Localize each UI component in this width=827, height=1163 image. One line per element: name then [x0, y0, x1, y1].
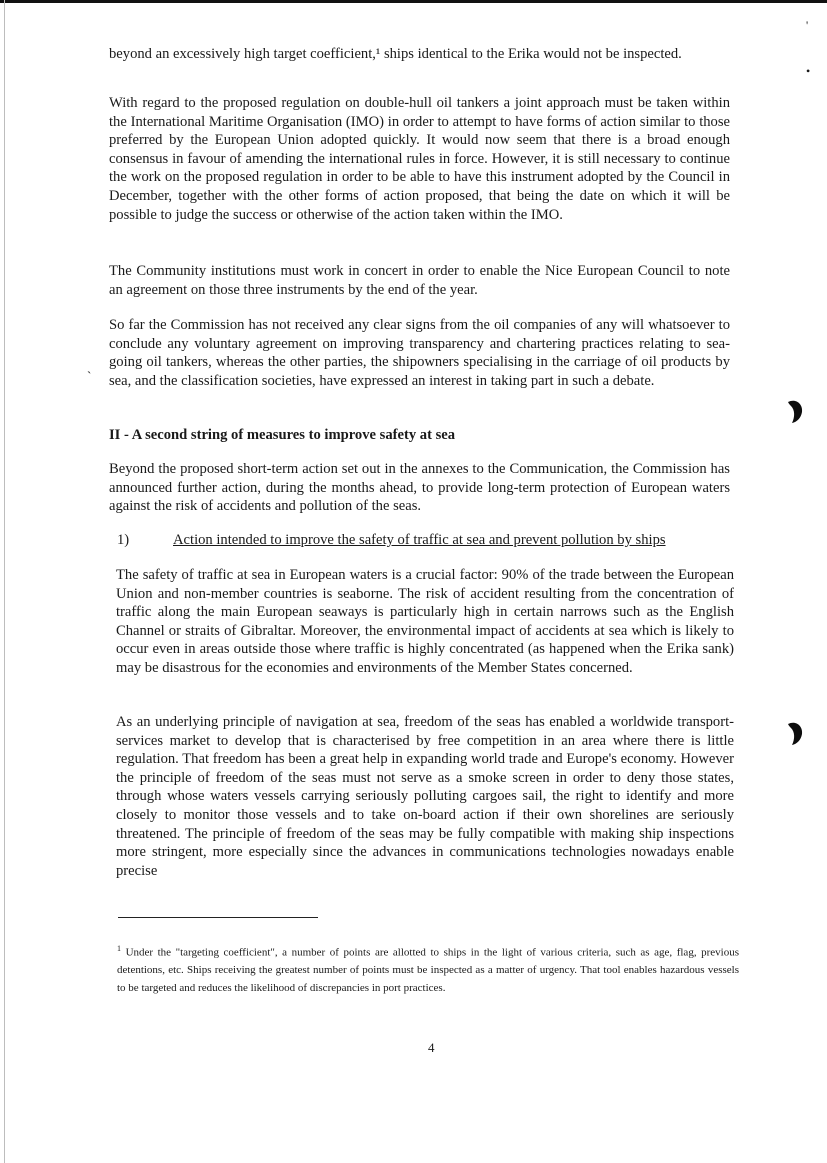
footnote — [117, 940, 739, 997]
top-scan-border — [0, 0, 827, 3]
paragraph: The Community institutions must work in concert in order to enable the Nice European Council to note an agreement on those three instruments by the end of the year. — [109, 263, 730, 298]
margin-tick-mark: ' — [806, 18, 809, 32]
paragraph-traffic-safety — [116, 566, 734, 678]
footnote-marker: 1 — [117, 944, 121, 953]
binder-hole-shadow-icon — [786, 398, 804, 424]
paragraph: As an underlying principle of navigation at sea, freedom of the seas has enabled a worldwide transport-services market to develop that is characterised by free competition in an area where there is little regulation. That freedom has been a great help in expanding world trade and Europe's economy. However the principle of freedom of the seas must not serve as a smoke screen in order to deny those states, through whose waters vessels carrying seriously polluting cargoes sail, the right to identify and more closely to monitor those vessels and to take on-board action if their own shorelines are seriously threatened. The principle of freedom of the seas may be fully compatible with making ship inspections more stringent, more especially since the advances in communications technologies nowadays enable precise — [116, 714, 734, 879]
paragraph: beyond an excessively high target coefficient,¹ ships identical to the Erika would not be inspected. — [109, 46, 682, 62]
paragraph-community-institutions — [109, 262, 730, 299]
binder-hole-shadow-icon — [786, 720, 804, 746]
paragraph-freedom-of-seas — [116, 713, 734, 880]
section-heading: II - A second string of measures to improve safety at sea — [109, 427, 456, 443]
paragraph-further-action — [109, 460, 730, 516]
margin-bullet-mark: ˏ — [87, 359, 92, 374]
paragraph-continuation — [109, 45, 730, 64]
left-scan-border — [4, 0, 5, 1163]
paragraph: So far the Commission has not received any clear signs from the oil companies of any will whatsoever to conclude any voluntary agreement on improving transparency and chartering practices relating to sea-going oil tankers, whereas the other parties, the shipowners specialising in the carriage of oil products by sea, and the classification societies, have expressed an interest in taking part in such a debate. — [109, 317, 730, 389]
paragraph: Beyond the proposed short-term action set out in the annexes to the Communication, the Commission has announced further action, during the months ahead, to provide long-term protection of European waters against the risk of accidents and pollution of the seas. — [109, 461, 730, 515]
paragraph-oil-companies — [109, 316, 730, 390]
section-heading-block — [109, 427, 730, 444]
margin-dot-mark: • — [806, 64, 811, 78]
subsection-number: 1) — [117, 532, 130, 548]
footnote-text: Under the "targeting coefficient", a number of points are allotted to ships in the light of various criteria, such as age, flag, previous detentions, etc. Ships receiving the greatest number of points must be inspected as a matter of urgency. That tool enables hazardous vessels to be targeted and reduces the likelihood of discrepancies in port practices. — [117, 946, 740, 994]
paragraph: The safety of traffic at sea in European waters is a crucial factor: 90% of the trade between the European Union and non-member countries is seaborne. The risk of accident resulting from the concentration of traffic along the main European seaways is particularly high in certain narrows such as the English Channel or straits of Gibraltar. Moreover, the environmental impact of accidents at sea which is likely to occur even in areas outside those where traffic is highly concentrated (as happened when the Erika sank) may be disastrous for the economies and environments of the Member States concerned. — [116, 567, 734, 676]
subsection-title: Action intended to improve the safety of traffic at sea and prevent pollution by ships — [173, 532, 666, 548]
paragraph: With regard to the proposed regulation on double-hull oil tankers a joint approach must be taken within the International Maritime Organisation (IMO) in order to attempt to have forms of action similar to those preferred by the European Union adopted quickly. It would now seem that there is a broad enough consensus in favour of amending the international rules in force. However, it is still necessary to continue the work on the proposed regulation in order to be able to have this instrument adopted by the Council in December, together with the other forms of action proposed, that being the date on which it will be possible to judge the success or otherwise of the action taken within the IMO. — [109, 95, 730, 223]
page-number: 4 — [428, 1040, 435, 1055]
footnote-separator — [118, 917, 318, 918]
paragraph-double-hull — [109, 94, 730, 224]
